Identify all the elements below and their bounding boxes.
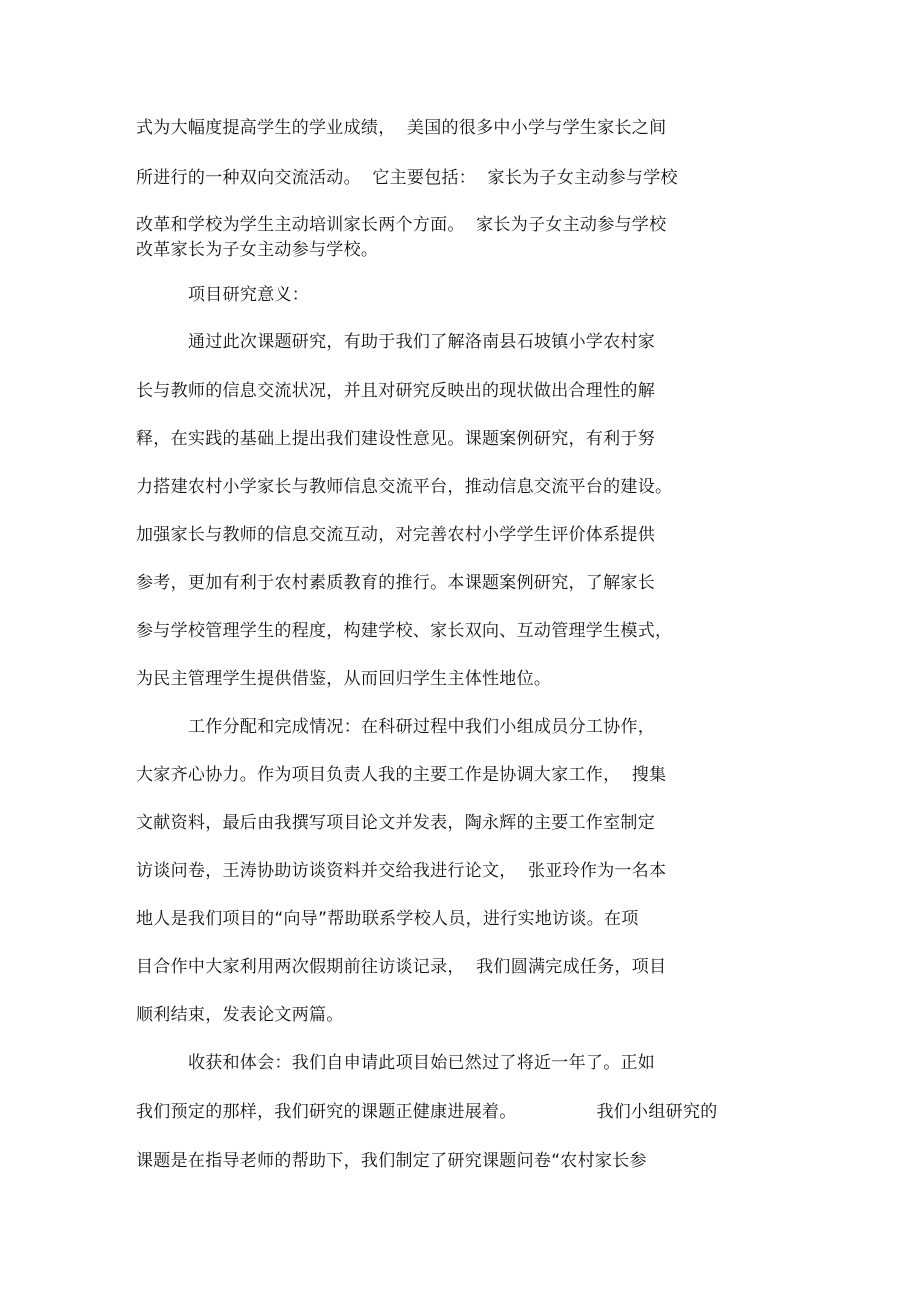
paragraph-first-line: 通过此次课题研究，有助于我们了解洛南县石坡镇小学农村家 [188,332,656,352]
text-line: 改革家长为子女主动参与学校。 [136,240,379,260]
text-line: 为民主管理学生提供借鉴，从而回归学生主体性地位。 [136,669,552,689]
text-line: 力搭建农村小学家长与教师信息交流平台，推动信息交流平台的建设。 [136,477,673,497]
text-line: 文献资料，最后由我撰写项目论文并发表，陶永辉的主要工作室制定 [136,813,655,833]
text-line: 地人是我们项目的“向导”帮助联系学校人员，进行实地访谈。在项 [136,909,639,929]
section-heading: 项目研究意义： [188,285,310,305]
text-line: 释，在实践的基础上提出我们建设性意见。课题案例研究，有利于努 [136,429,655,449]
text-line: 课题是在指导老师的帮助下，我们制定了研究课题问卷“农村家长参 [136,1151,647,1171]
text-line: 目合作中大家利用两次假期前往访谈记录， 我们圆满完成任务，项目 [136,957,667,977]
text-line: 所进行的一种双向交流活动。 它主要包括： 家长为子女主动参与学校 [136,168,678,188]
text-line: 改革和学校为学生主动培训家长两个方面。 家长为子女主动参与学校 [136,215,667,235]
text-line: 长与教师的信息交流状况，并且对研究反映出的现状做出合理性的解 [136,381,655,401]
text-line: 访谈问卷，王涛协助访谈资料并交给我进行论文， 张亚玲作为一名本 [136,861,667,881]
text-line: 我们预定的那样，我们研究的课题正健康进展着。 我们小组研究的 [136,1102,718,1122]
paragraph-first-line: 工作分配和完成情况：在科研过程中我们小组成员分工协作， [188,717,656,737]
text-line: 参与学校管理学生的程度，构建学校、家长双向、互动管理学生模式， [136,621,673,641]
text-line: 参考，更加有利于农村素质教育的推行。本课题案例研究，了解家长 [136,573,655,593]
text-line: 顺利结束，发表论文两篇。 [136,1005,344,1025]
text-line: 大家齐心协力。作为项目负责人我的主要工作是协调大家工作， 搜集 [136,765,667,785]
text-line: 加强家长与教师的信息交流互动，对完善农村小学学生评价体系提供 [136,525,655,545]
text-line: 式为大幅度提高学生的学业成绩， 美国的很多中小学与学生家长之间 [136,118,667,138]
paragraph-first-line: 收获和体会：我们自申请此项目始已然过了将近一年了。正如 [188,1053,656,1073]
